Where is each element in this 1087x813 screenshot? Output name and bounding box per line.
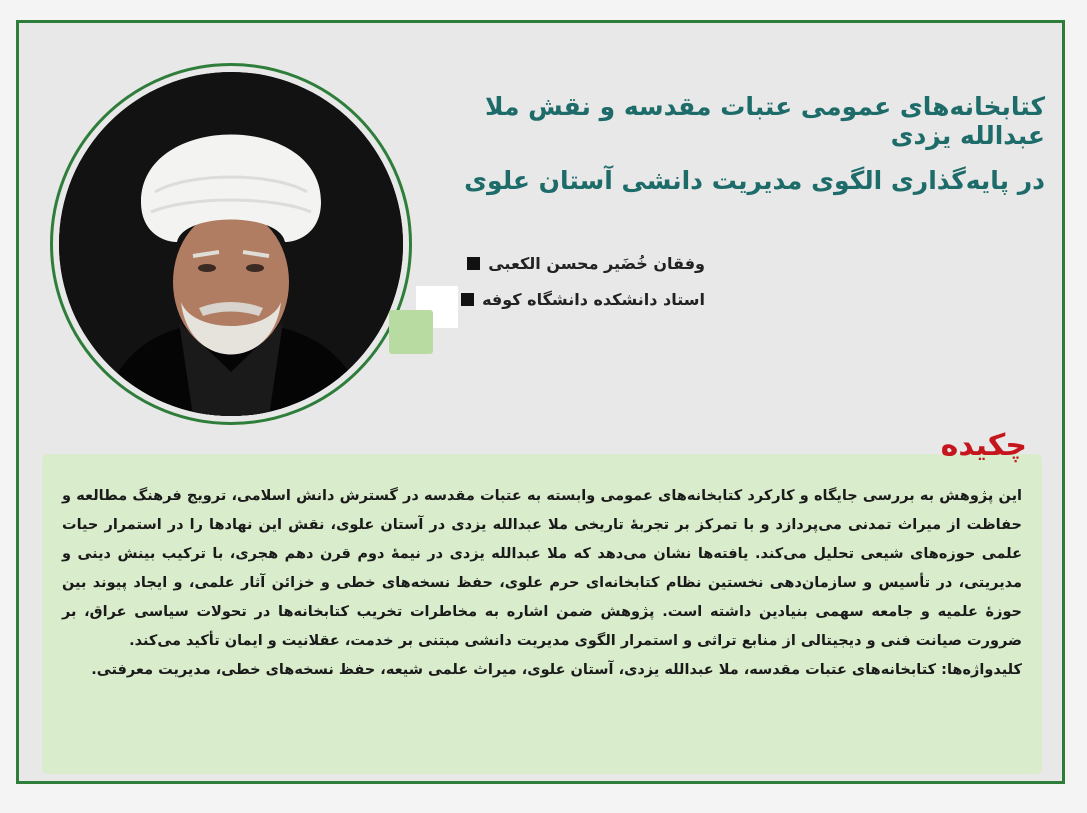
abstract-heading: چکیده [940, 428, 1027, 463]
keywords-line [62, 656, 1022, 685]
author-affiliation-text: استاد دانشکده دانشگاه کوفه [482, 290, 705, 309]
author-portrait [59, 72, 403, 416]
decor-square-green [389, 310, 433, 354]
author-name [467, 254, 705, 273]
title-line-1: کتابخانه‌های عمومی عتبات مقدسه و نقش ملا عبدالله یزدی [485, 92, 1045, 150]
keywords-label: کلیدواژه‌ها: [941, 662, 1022, 678]
keywords-text: کتابخانه‌های عتبات مقدسه، ملا عبدالله یزدی، آستان علوی، میراث علمی شیعه، حفظ نسخه‌های خطی، مدیریت معرفتی. [91, 662, 937, 678]
author-name-text: وفقان خُضَیر محسن الکعبی [488, 254, 705, 273]
title-line-2: در پایه‌گذاری الگوی مدیریت دانشی آستان علوی [464, 166, 1045, 195]
abstract-body: این پژوهش به بررسی جایگاه و کارکرد کتابخانه‌های عمومی وابسته به عتبات مقدسه در گسترش دانش اسلامی، ترویج فرهنگ مطالعه و حفاظت از میراث تمدنی می‌پردازد و با تمرکز بر تجربهٔ تاریخی ملا عبدالله یزدی در آستان علوی، نقش این نهادها را در استمرار حیات علمی حوزه‌های شیعی تحلیل می‌کند. یافته‌ها نشان می‌دهد که ملا عبدالله یزدی در نیمهٔ دوم قرن دهم هجری، با ترکیب بینش دینی و مدیریتی، در تأسیس و سازمان‌دهی نخستین نظام کتابخانه‌ای حرم علوی، حفظ نسخه‌های خطی و خزائن آثار علمی، و ایجاد پیوند بین حوزهٔ علمیه و جامعه سهمی بنیادین داشته است. پژوهش ضمن اشاره به مخاطرات تخریب کتابخانه‌ها در تحولات سیاسی عراق، بر ضرورت صیانت فنی و دیجیتالی از منابع تراثی و استمرار الگوی مدیریت دانشی مبتنی بر خدمت، عقلانیت و ایمان تأکید می‌کند. [62, 488, 1022, 649]
bullet-square-icon [461, 293, 474, 306]
abstract-box [42, 454, 1042, 774]
bullet-square-icon [467, 257, 480, 270]
author-affiliation [461, 290, 705, 309]
